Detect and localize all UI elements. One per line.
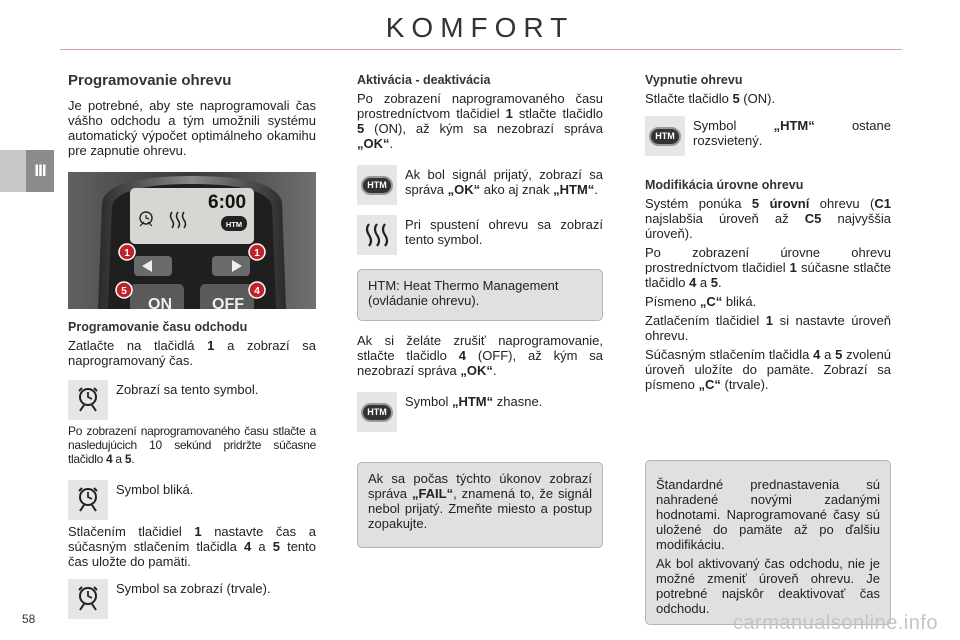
paragraph-turn-off: Stlačte tlačidlo 5 (ON). xyxy=(645,91,776,106)
remote-control-illustration xyxy=(68,172,316,309)
callout-1-right xyxy=(249,244,265,260)
subheading-departure: Programovanie času odchodu xyxy=(68,320,248,334)
htm-icon: HTM xyxy=(357,165,397,205)
clock-icon xyxy=(68,579,108,619)
htm-symbol-row-2: HTM Symbol „HTM“ zhasne. xyxy=(357,392,603,432)
svg-text:1: 1 xyxy=(254,248,260,259)
htm-symbol-row-3: HTM Symbol „HTM“ ostane rozsvietený. xyxy=(645,116,891,156)
htm-icon: HTM xyxy=(645,116,685,156)
lcd-time: 6:00 xyxy=(208,192,247,213)
clock-icon xyxy=(68,380,108,420)
clock-symbol-row-3: Symbol sa zobrazí (trvale). xyxy=(68,579,316,619)
heat-waves-icon xyxy=(357,215,397,255)
column-right xyxy=(645,73,891,396)
paragraph-activation: Po zobrazení naprogramovaného času prostredníctvom tlačidiel 1 stlačte tlačidlo 5 (ON), až kým sa nezobrazí správa „OK“. xyxy=(357,91,603,151)
paragraph-departure-1: Zatlačte na tlačidlá 1 a zobrazí sa naprogramovaný čas. xyxy=(68,338,316,368)
column-left-lower xyxy=(68,320,316,623)
right-arrow-button[interactable] xyxy=(212,256,250,276)
page-number: 58 xyxy=(22,612,36,626)
clock-icon xyxy=(68,480,108,520)
htm-symbol-row-1: HTM Ak bol signál prijatý, zobrazí sa správa „OK“ ako aj znak „HTM“. xyxy=(357,165,603,205)
paragraph-level-set: Po zobrazení úrovne ohrevu prostredníctvom tlačidiel 1 súčasne stlačte tlačidlo 4 a 5. xyxy=(645,245,892,290)
paragraph-save-level: Súčasným stlačením tlačidla 4 a 5 zvolenú úroveň uložíte do pamäte. Zobrazí sa písmeno „C“ (trvale). xyxy=(645,347,891,392)
watermark: carmanualsonline.info xyxy=(732,612,938,634)
svg-text:4: 4 xyxy=(254,286,260,297)
htm-icon: HTM xyxy=(357,392,397,432)
callout-5 xyxy=(116,282,132,298)
heading-heat-level: Modifikácia úrovne ohrevu xyxy=(645,178,804,192)
svg-text:5: 5 xyxy=(121,286,127,297)
header-divider xyxy=(60,49,902,50)
htm-definition-note: HTM: Heat Thermo Management (ovládanie ohrevu). xyxy=(357,269,603,321)
column-left xyxy=(68,73,316,162)
intro-paragraph: Je potrebné, aby ste naprogramovali čas vášho odchodu a tým umožnili systému automatický výpočet optimálneho okamihu pre zapnutie ohrevu. xyxy=(68,98,316,158)
svg-text:ON: ON xyxy=(148,296,172,309)
paragraph-departure-2: Po zobrazení naprogramovaného času stlačte a nasledujúcich 10 sekúnd pridržte súčasne tlačidlo 4 a 5. xyxy=(68,424,316,466)
paragraph-cancel: Ak si želáte zrušiť naprogramovanie, stlačte tlačidlo 4 (OFF), až kým sa nezobrazí správa „OK“. xyxy=(357,333,603,378)
heading-activation: Aktivácia - deaktivácia xyxy=(357,73,491,87)
paragraph-departure-3: Stlačením tlačidiel 1 nastavte čas a súčasným stlačením tlačidla 4 a 5 tento čas uložte do pamäti. xyxy=(68,524,316,569)
heat-symbol-row: Pri spustení ohrevu sa zobrazí tento symbol. xyxy=(357,215,603,255)
paragraph-levels: Systém ponúka 5 úrovní ohrevu (C1 najslabšia úroveň až C5 najvyššia úroveň). xyxy=(645,196,891,241)
defaults-note: Štandardné prednastavenia sú nahradené novými zadanými hodnotami. Naprogramované časy sú uložené do pamäte až po ďalšiu modifikáciu. Ak bol aktivovaný čas odchodu, nie je možné zmeniť úroveň ohrevu. Je potrebné najskôr deaktivovať čas odchodu. xyxy=(645,460,891,625)
svg-text:OFF: OFF xyxy=(212,296,244,309)
svg-text:HTM: HTM xyxy=(225,220,243,229)
clock-symbol-row-1: Zobrazí sa tento symbol. xyxy=(68,380,316,420)
page-title: KOMFORT xyxy=(385,12,575,43)
callout-1-left xyxy=(119,244,135,260)
callout-4 xyxy=(249,282,265,298)
svg-text:1: 1 xyxy=(124,248,130,259)
heading-turn-off: Vypnutie ohrevu xyxy=(645,73,743,87)
section-title: Programovanie ohrevu xyxy=(68,72,232,89)
lcd-htm-icon xyxy=(221,216,247,231)
left-arrow-button[interactable] xyxy=(134,256,172,276)
fail-warning-note: Ak sa počas týchto úkonov zobrazí správa „FAIL“, znamená to, že signál nebol prijatý. Zmeňte miesto a postup zopakujte. xyxy=(357,462,603,548)
column-middle xyxy=(357,73,603,548)
clock-symbol-row-2: Symbol bliká. xyxy=(68,480,316,520)
chapter-tab: III xyxy=(26,150,54,192)
paragraph-c-blinks: Písmeno „C“ bliká. xyxy=(645,294,757,309)
paragraph-adjust-level: Zatlačením tlačidiel 1 si nastavte úroveň ohrevu. xyxy=(645,313,891,343)
remote-control-photo xyxy=(68,172,316,309)
